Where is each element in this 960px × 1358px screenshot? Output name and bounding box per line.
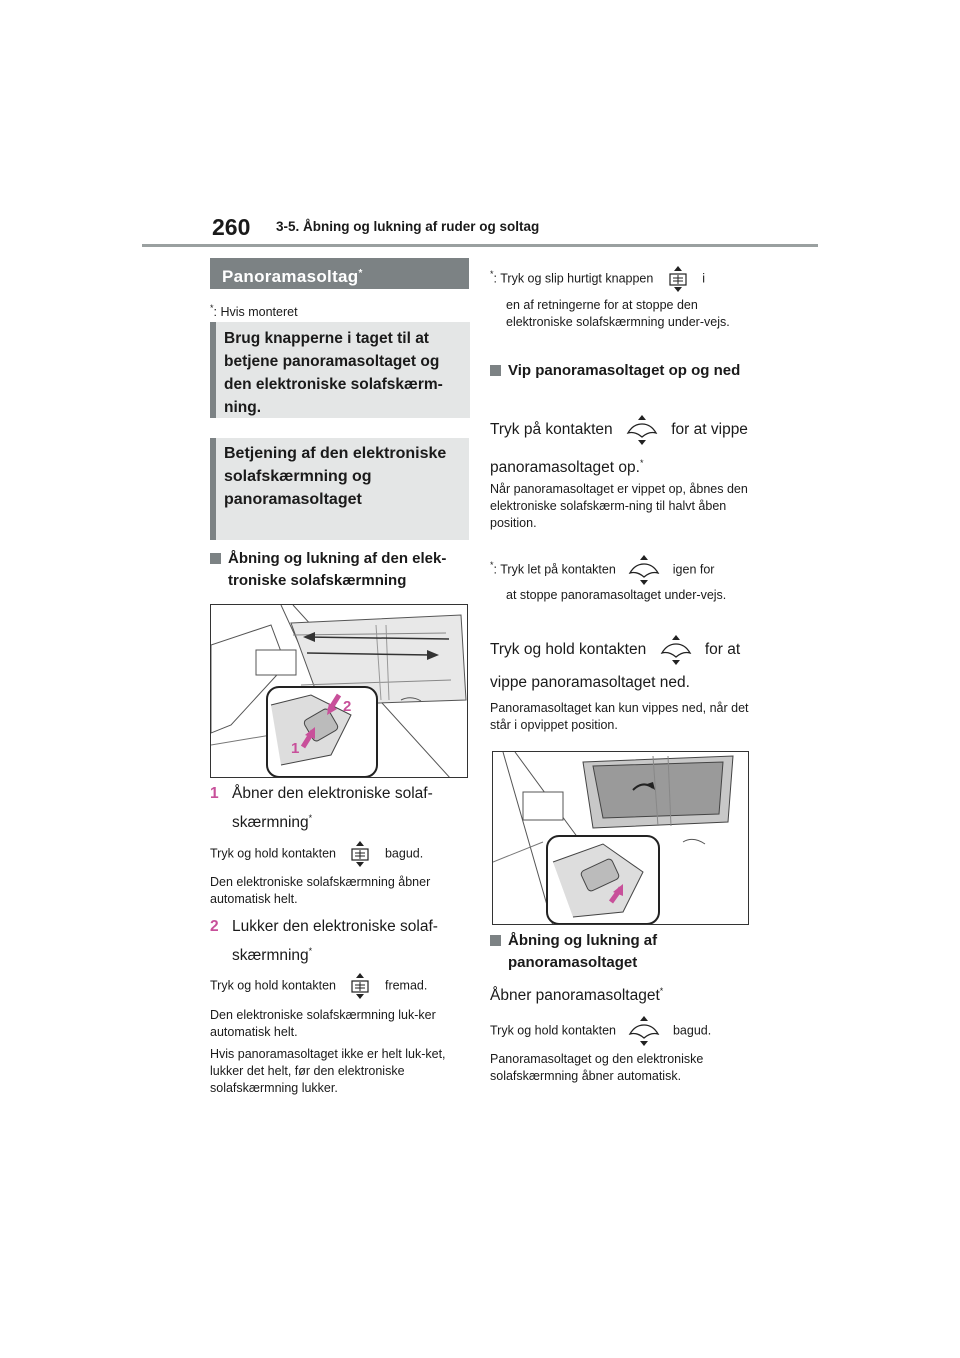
- sunroof-open-instruction: [490, 1016, 752, 1046]
- figure-shade-controls: [210, 604, 468, 778]
- footnote-stop-shade: [490, 266, 752, 292]
- tilt-down-note: Panoramasoltaget kan kun vippes ned, når det står i opvippet position.: [490, 701, 749, 732]
- item-2-instruction: [210, 973, 470, 999]
- header-rule: [142, 244, 818, 247]
- item-2-sup: *: [308, 946, 313, 956]
- sunroof-open-note: Panoramasoltaget og den elektroniske solafskærmning åbner automatisk.: [490, 1052, 704, 1083]
- heading-bullet: [210, 553, 221, 564]
- heading-bullet: [490, 935, 501, 946]
- sunroof-switch-icon: [627, 1016, 661, 1046]
- tilt-up-sup: *: [639, 458, 644, 468]
- item-1-sup: *: [308, 813, 313, 823]
- heading-bullet: [490, 365, 501, 376]
- chapter-title: 3-5. Åbning og lukning af ruder og soltag: [276, 219, 540, 234]
- section-footnote: [210, 300, 470, 321]
- shade-switch-icon: [349, 973, 371, 999]
- section-title: [210, 258, 469, 289]
- fn2-b: igen for: [672, 562, 715, 577]
- item-1-number: 1: [210, 785, 219, 802]
- shade-switch-icon: [349, 841, 371, 867]
- figure-shade-illustration: [211, 605, 468, 778]
- heading-tilt-text: Vip panoramasoltaget op og ned: [508, 362, 741, 379]
- open-sup: *: [659, 986, 664, 996]
- sunroof-switch-icon: [625, 415, 659, 445]
- open-a: Åbner panoramasoltaget: [490, 987, 660, 1005]
- section-title-sup: *: [358, 268, 363, 279]
- shade-switch-icon: [667, 266, 689, 292]
- footnote-text: : Hvis monteret: [213, 305, 298, 320]
- fn1-marker: *: [490, 269, 494, 280]
- fn1-a: : Tryk og slip hurtigt knappen: [493, 271, 654, 286]
- item-1-note: Den elektroniske solafskærmning åbner automatisk helt.: [210, 875, 431, 906]
- callout-1: 1: [291, 740, 300, 757]
- item-2: [210, 915, 470, 968]
- page-number: 260: [212, 214, 251, 240]
- heading-shade-text: Åbning og lukning af den elek-troniske solafskærmning: [228, 550, 447, 589]
- sunroof-switch-icon: [627, 555, 661, 585]
- fn2-a: : Tryk let på kontakten: [493, 562, 616, 577]
- heading-shade: [210, 548, 470, 592]
- item-2-instr-a: Tryk og hold kontakten: [210, 978, 336, 993]
- heading-tilt: [490, 360, 752, 382]
- tilt-up-b: for at vippe: [671, 421, 748, 439]
- section-title-text: Panoramasoltag: [222, 267, 359, 286]
- heading-sunroof-text: Åbning og lukning af panoramasoltaget: [508, 932, 658, 971]
- item-2-instr-b: fremad.: [384, 978, 428, 993]
- sunroof-open: [490, 979, 752, 1008]
- item-1-instr-a: Tryk og hold kontakten: [210, 846, 336, 861]
- tilt-up-c: panoramasoltaget op.: [490, 459, 640, 477]
- intro-box: Brug knapperne i taget til at betjene panoramasoltaget og den elektroniske solafskærm-ning.: [210, 322, 470, 418]
- callout-2: 2: [343, 698, 352, 715]
- open-instr-b: bagud.: [672, 1023, 712, 1038]
- item-1-text: Åbner den elektroniske solaf-skærmning: [232, 785, 433, 832]
- item-1: [210, 782, 470, 835]
- open-instr-a: Tryk og hold kontakten: [490, 1023, 616, 1038]
- footnote-marker: *: [210, 303, 214, 313]
- tilt-up-a: Tryk på kontakten: [490, 421, 613, 439]
- item-1-instr-b: bagud.: [384, 846, 424, 861]
- tilt-up-instruction: [490, 415, 760, 480]
- item-2-text: Lukker den elektroniske solaf-skærmning: [232, 918, 438, 965]
- tilt-down-b: for at: [704, 641, 741, 659]
- sunroof-switch-icon: [659, 635, 693, 665]
- figure-sunroof-illustration: [493, 752, 749, 925]
- item-2-note-2: Hvis panoramasoltaget ikke er helt luk-ket, lukker det helt, før den elektroniske solafskærmning lukker.: [210, 1047, 446, 1095]
- item-2-note-1: Den elektroniske solafskærmning luk-ker automatisk helt.: [210, 1008, 436, 1039]
- tilt-up-note: Når panoramasoltaget er vippet op, åbnes den elektroniske solafskærm-ning til halvt åben position.: [490, 482, 748, 530]
- figure-sunroof-tilt: [492, 751, 749, 925]
- subtitle-box: Betjening af den elektroniske solafskærmning og panoramasoltaget: [210, 438, 469, 540]
- footnote-stop-tilt: [490, 555, 752, 585]
- fn2-marker: *: [490, 560, 494, 571]
- tilt-down-c: vippe panoramasoltaget ned.: [490, 674, 690, 691]
- tilt-down-instruction: [490, 635, 760, 695]
- heading-sunroof: [490, 930, 752, 974]
- fn1-b: i: [702, 271, 706, 286]
- fn2-continued: at stoppe panoramasoltaget under-vejs.: [506, 588, 727, 602]
- fn1-continued: en af retningerne for at stoppe den elektroniske solafskærmning under-vejs.: [506, 298, 730, 329]
- item-1-instruction: [210, 841, 470, 867]
- item-2-number: 2: [210, 918, 219, 935]
- tilt-down-a: Tryk og hold kontakten: [490, 641, 647, 659]
